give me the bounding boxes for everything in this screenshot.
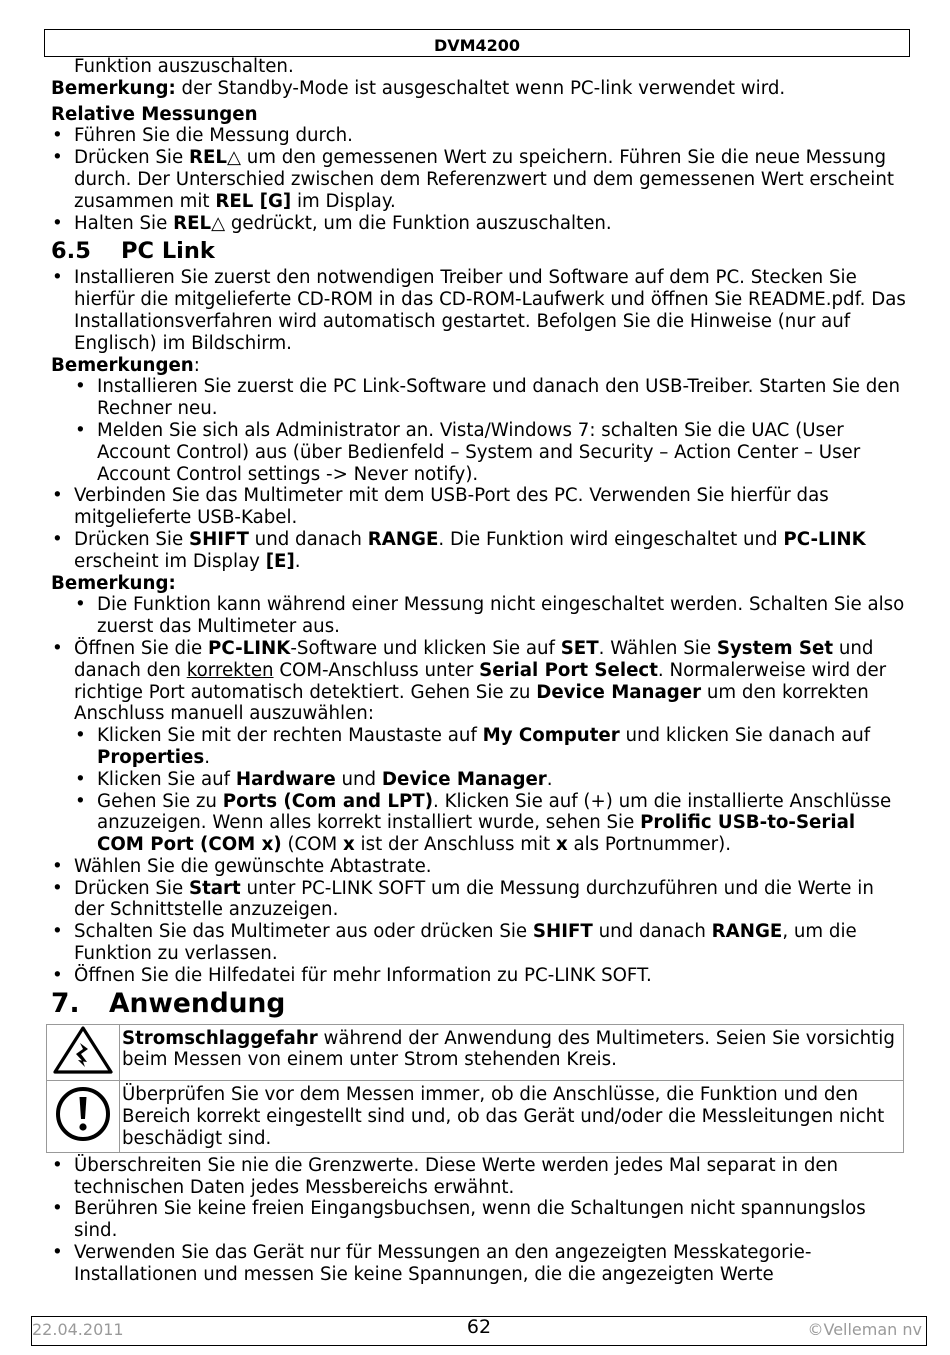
chapter-heading-anwendung (51, 988, 907, 1020)
list-item: • Öffnen Sie die Hilfedatei für mehr Information zu PC-LINK SOFT. (51, 965, 907, 987)
electric-shock-warning-icon (52, 1025, 114, 1075)
list-item: • Schalten Sie das Multimeter aus oder drücken Sie SHIFT und danach RANGE, um die Funktion zu verlassen. (51, 921, 907, 965)
list-item: • Überschreiten Sie nie die Grenzwerte. Diese Werte werden jedes Mal separat in den technischen Daten jedes Messbereichs erwähnt. (51, 1155, 907, 1199)
note-label-2: Bemerkung: (51, 572, 176, 594)
list-item: • Öffnen Sie die PC-LINK-Software und klicken Sie auf SET. Wählen Sie System Set und danach den korrekten COM-Anschluss unter Serial Port Select. Normalerweise wird der richtige Port automatisch detektiert. Gehen Sie zu Device Manager um den korrekten Anschluss manuell auszuwählen: • Klicken Sie mit der rechten Maustaste auf My Computer und klicken Sie danach auf Properties. • Klicken Sie auf Hardware und Device Manager. • Gehen Sie zu Ports (Com and LPT). Klicken Sie auf (+) um die installierte Anschlüsse anzuzeigen. Wenn alles korrekt installiert wurde, sehen Sie Prolific USB-to-Serial COM Port (COM x) (COM x ist der Anschluss mit x als Portnummer). (51, 638, 907, 856)
relative-list (51, 125, 907, 234)
warning-table (46, 1024, 904, 1153)
anwendung-list (51, 1155, 907, 1286)
warning-icon-cell (47, 1024, 120, 1081)
list-item: • Verwenden Sie das Gerät nur für Messungen an den angezeigten Messkategorie-Installationen und messen Sie keine Spannungen, die die angezeigten Werte (51, 1242, 907, 1286)
list-item: • Führen Sie die Messung durch. (51, 125, 907, 147)
caution-icon-cell (47, 1081, 120, 1152)
warning-text-check: Überprüfen Sie vor dem Messen immer, ob die Anschlüsse, die Funktion und den Bereich korrekt eingestellt sind und, ob das Gerät und/oder die Messleitungen nicht beschädigt sind. (120, 1081, 904, 1152)
warning-row-check (47, 1081, 904, 1152)
list-item: • Drücken Sie REL△ um den gemessenen Wert zu speichern. Führen Sie die neue Messung durch. Der Unterschied zwischen dem Referenzwert und dem gemessenen Wert erscheint zusammen mit REL [G] im Display. (51, 147, 907, 212)
page-content (51, 56, 907, 1286)
list-item: • Klicken Sie mit der rechten Maustaste auf My Computer und klicken Sie danach auf Properties. (74, 725, 907, 769)
page-header (44, 29, 910, 57)
relative-heading: Relative Messungen (51, 103, 258, 125)
warning-text-shock: Stromschlaggefahr während der Anwendung des Multimeters. Seien Sie vorsichtig beim Messen von einem unter Strom stehenden Kreis. (120, 1024, 904, 1081)
list-item: • Verbinden Sie das Multimeter mit dem USB-Port des PC. Verwenden Sie hierfür das mitgelieferte USB-Kabel. (51, 485, 907, 529)
list-item: • Gehen Sie zu Ports (Com and LPT). Klicken Sie auf (+) um die installierte Anschlüsse anzuzeigen. Wenn alles korrekt installiert wurde, sehen Sie Prolific USB-to-Serial COM Port (COM x) (COM x ist der Anschluss mit x als Portnummer). (74, 791, 907, 856)
list-item: • Drücken Sie SHIFT und danach RANGE. Die Funktion wird eingeschaltet und PC-LINK erscheint im Display [E]. (51, 529, 907, 573)
chapter-title: Anwendung (109, 987, 286, 1019)
list-item: • Klicken Sie auf Hardware und Device Manager. (74, 769, 907, 791)
list-item: • Halten Sie REL△ gedrückt, um die Funktion auszuschalten. (51, 213, 907, 235)
note-label: Bemerkung: (51, 77, 176, 99)
list-item: • Installieren Sie zuerst den notwendigen Treiber und Software auf dem PC. Stecken Sie hierfür die mitgelieferte CD-ROM in das CD-ROM-Laufwerk und öffnen Sie README.pdf. Das Installationsverfahren wird automatisch gestartet. Befolgen Sie die Hinweise (nur auf Englisch) im Bildschirm. (51, 267, 907, 354)
list-item: • Installieren Sie zuerst die PC Link-Software und danach den USB-Treiber. Starten Sie den Rechner neu. (74, 376, 907, 420)
footer-date: 22.04.2011 (32, 1320, 124, 1339)
footer-copyright: ©Velleman nv (807, 1320, 922, 1339)
section-title: PC Link (121, 238, 215, 265)
pc-link-list-3 (51, 638, 907, 987)
sub-steps-list (74, 725, 907, 856)
pc-link-list-2 (51, 485, 907, 572)
note-text: der Standby-Mode ist ausgeschaltet wenn PC-link verwendet wird. (175, 77, 786, 99)
list-item: • Wählen Sie die gewünschte Abtastrate. (51, 856, 907, 878)
list-item: • Die Funktion kann während einer Messung nicht eingeschaltet werden. Schalten Sie also zuerst das Multimeter aus. (74, 594, 907, 638)
page-footer (31, 1316, 927, 1346)
list-item: • Drücken Sie Start unter PC-LINK SOFT um die Messung durchzuführen und die Werte in der Schnittstelle anzuzeigen. (51, 878, 907, 922)
notes-list (74, 376, 907, 485)
page-number: 62 (466, 1316, 492, 1338)
header-title: DVM4200 (433, 36, 521, 55)
list-item: • Melden Sie sich als Administrator an. Vista/Windows 7: schalten Sie die UAC (User Account Control) aus (über Bedienfeld – System and Security – Action Center – User Account Control settings -> Never notify). (74, 420, 907, 485)
notes-label: Bemerkungen: (51, 354, 200, 376)
note-list (74, 594, 907, 638)
section-number: 6.5 (51, 238, 91, 265)
standby-note (51, 78, 907, 100)
continued-text: Funktion auszuschalten. (74, 56, 294, 77)
section-heading-pc-link (51, 237, 907, 265)
list-item: • Berühren Sie keine freien Eingangsbuchsen, wenn die Schaltungen nicht spannungslos sind. (51, 1198, 907, 1242)
chapter-number: 7. (51, 987, 80, 1019)
pc-link-list (51, 267, 907, 354)
exclamation-caution-icon (53, 1084, 113, 1144)
warning-row-shock (47, 1024, 904, 1081)
